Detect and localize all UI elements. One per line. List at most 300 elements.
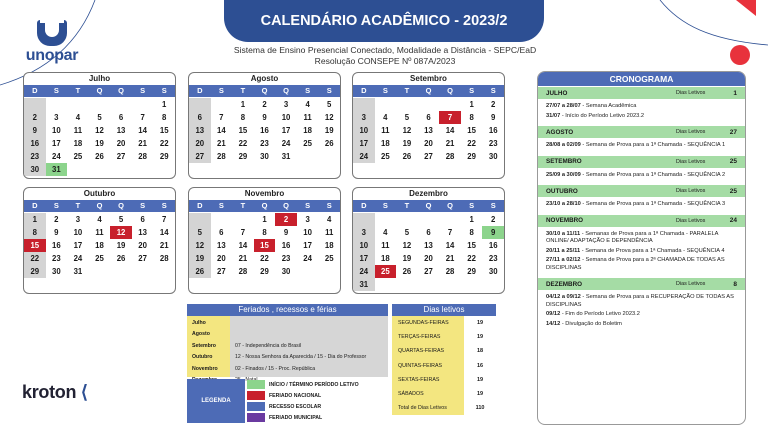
day-cell: 18 (303, 126, 312, 135)
day-cell: 9 (491, 113, 496, 122)
event-date: 27/11 a 02/12 (546, 257, 581, 263)
weekday-label: D (32, 201, 38, 210)
month-calendar-julho (23, 72, 176, 179)
day-cell: 26 (189, 265, 211, 278)
holiday-month: Outubro (192, 354, 213, 361)
empty-day-cell (110, 98, 132, 111)
weekday-label: T (75, 86, 81, 95)
school-days-count: 19 (476, 376, 484, 383)
legend-item (247, 412, 388, 423)
day-cell: 7 (140, 113, 145, 122)
legend-item (247, 401, 388, 412)
weekday-header (189, 85, 340, 97)
holiday-month: Julho (192, 320, 206, 326)
day-cell: 28 (217, 152, 226, 161)
event-date: 23/10 a 28/10 (546, 201, 581, 207)
day-cell: 3 (305, 215, 310, 224)
day-cell: 26 (324, 139, 334, 148)
holiday-description (230, 318, 388, 329)
holidays-months (187, 316, 230, 377)
school-days-label: Dias Letivos (676, 281, 706, 287)
empty-day-cell (375, 213, 397, 226)
day-cell: 27 (138, 254, 147, 263)
school-days-count: 24 (729, 217, 737, 224)
cronograma-month-header (538, 215, 745, 227)
day-cell: 15 (467, 126, 476, 135)
day-cell: 29 (467, 152, 476, 161)
day-cell: 14 (445, 126, 455, 135)
holiday-description: 07 - Independência do Brasil (235, 342, 302, 349)
day-cell: 16 (24, 137, 46, 150)
weekday-label: Q (425, 201, 432, 210)
empty-day-cell (418, 213, 440, 226)
day-cell: 25 (324, 254, 334, 263)
weekday-header (353, 85, 504, 97)
day-cell: 20 (138, 241, 147, 250)
day-cell: 16 (52, 241, 61, 250)
empty-day-cell (189, 98, 211, 111)
empty-day-cell (396, 213, 418, 226)
day-cell: 13 (138, 228, 147, 237)
day-cell: 27 (217, 267, 226, 276)
day-cell: 15 (159, 126, 169, 135)
corner-decoration-right (640, 0, 768, 80)
day-cell: 19 (189, 252, 211, 265)
day-grid (189, 213, 340, 278)
weekday-label: D (197, 201, 203, 210)
day-cell: 5 (118, 215, 124, 224)
day-cell: 6 (140, 215, 145, 224)
day-cell: 18 (381, 139, 390, 148)
event-text: - Fim do Período Letivo 2023.2 (560, 311, 640, 317)
day-cell: 15 (24, 239, 46, 252)
weekday-header (24, 85, 175, 97)
school-days-label: Dias Letivos (676, 217, 706, 224)
holidays-title: Feriados , recessos e férias (187, 304, 388, 316)
day-cell: 1 (240, 100, 246, 109)
day-cell: 13 (217, 241, 226, 250)
day-cell: 19 (324, 126, 334, 135)
event-date: 14/12 (546, 320, 561, 327)
weekday-name: SÁBADOS (392, 387, 464, 401)
day-cell: 19 (402, 139, 412, 148)
weekday-label: D (361, 86, 367, 95)
day-cell: 4 (383, 228, 388, 237)
day-cell: 16 (260, 126, 269, 135)
month-calendar-setembro (352, 72, 505, 179)
school-days-row (392, 316, 496, 330)
empty-day-cell (418, 98, 440, 111)
day-cell: 4 (97, 215, 102, 224)
kroton-logo (22, 382, 88, 403)
weekday-label: Q (96, 201, 103, 210)
school-days-count: 19 (476, 390, 484, 397)
event-date: 27/07 a 28/07 (546, 103, 581, 109)
day-cell: 5 (189, 226, 211, 239)
day-cell: 14 (445, 241, 455, 250)
unopar-logo (20, 20, 84, 65)
legend-label: RECESSO ESCOLAR (269, 403, 322, 410)
holidays-descriptions (230, 316, 388, 377)
cronograma-events (538, 168, 745, 185)
month-name: Julho (88, 74, 111, 83)
day-cell: 8 (24, 226, 46, 239)
weekday-name: SEGUNDAS-FEIRAS (392, 316, 464, 330)
day-cell: 28 (238, 267, 248, 276)
month-name: Dezembro (409, 189, 448, 198)
day-cell: 5 (327, 100, 332, 109)
day-cell: 26 (402, 152, 412, 161)
weekday-label: S (382, 86, 388, 95)
day-cell: 28 (445, 267, 455, 276)
day-cell: 3 (283, 100, 289, 109)
day-cell: 17 (353, 137, 375, 150)
empty-day-cell (189, 213, 211, 226)
day-cell: 22 (24, 252, 46, 265)
day-cell: 6 (189, 111, 211, 124)
weekday-label: T (75, 201, 81, 210)
day-cell: 23 (52, 254, 61, 263)
day-cell: 29 (260, 267, 269, 276)
school-days-row (392, 387, 496, 401)
day-cell: 11 (95, 228, 104, 237)
day-cell: 27 (189, 150, 211, 163)
empty-day-cell (67, 98, 89, 111)
weekday-label: T (404, 86, 410, 95)
day-cell: 9 (24, 124, 46, 137)
day-cell: 12 (402, 126, 412, 135)
day-cell: 13 (424, 126, 433, 135)
day-cell: 3 (75, 215, 81, 224)
empty-day-cell (375, 98, 397, 111)
weekday-label: T (404, 201, 410, 210)
cronograma-event (538, 293, 745, 310)
cronograma-events (538, 227, 745, 278)
day-cell: 14 (138, 126, 147, 135)
school-days-label: Dias Letivos (676, 129, 706, 135)
event-date: 30/10 a 11/11 (546, 230, 581, 237)
day-cell: 8 (240, 113, 246, 122)
empty-day-cell (132, 98, 154, 111)
day-cell: 20 (217, 254, 226, 263)
day-cell: 16 (488, 241, 498, 250)
cronograma-events (538, 138, 745, 155)
day-grid (353, 98, 504, 163)
cronograma-event (538, 112, 745, 122)
day-cell: 25 (95, 254, 104, 263)
day-cell: 26 (116, 254, 126, 263)
event-date: 31/07 (546, 112, 561, 119)
cronograma-month-header (538, 278, 745, 290)
day-cell: 23 (24, 150, 46, 163)
day-cell: 25 (73, 152, 83, 161)
day-cell: 18 (73, 139, 83, 148)
day-cell: 14 (238, 241, 248, 250)
weekday-header (24, 200, 175, 212)
cronograma-month: DEZEMBRO (546, 280, 583, 288)
weekday-label: D (197, 86, 203, 95)
kroton-mark-icon: ⟨ (76, 382, 88, 402)
day-cell: 16 (488, 126, 498, 135)
day-cell: 9 (283, 228, 289, 237)
weekday-label: Q (283, 201, 289, 210)
day-cell: 27 (116, 152, 126, 161)
empty-day-cell (89, 98, 111, 111)
cronograma-panel (537, 71, 746, 425)
day-cell: 22 (467, 139, 476, 148)
day-cell: 6 (219, 228, 224, 237)
event-text: - Semana de Prova para a 1ª Chamada - SEQUÊNCIA 2 (580, 171, 726, 178)
weekday-header (189, 200, 340, 212)
day-cell: 10 (353, 124, 375, 137)
month-name: Agosto (250, 74, 279, 83)
day-cell: 2 (54, 215, 59, 224)
weekday-label: S (382, 201, 388, 210)
weekday-label: Q (96, 86, 103, 95)
day-cell: 19 (402, 254, 412, 263)
day-cell: 5 (404, 113, 410, 122)
cronograma-event (538, 200, 745, 210)
legend-label: FERIADO MUNICIPAL (269, 414, 323, 421)
school-days-row (392, 373, 496, 387)
day-cell: 1 (469, 100, 474, 109)
weekday-label: S (305, 86, 311, 95)
empty-day-cell (211, 98, 233, 111)
day-cell: 11 (325, 228, 334, 237)
weekday-header (353, 200, 504, 212)
day-cell: 10 (281, 113, 291, 122)
day-cell: 7 (219, 113, 224, 122)
weekday-label: Q (261, 86, 268, 95)
event-text: - Semana Acadêmica (580, 103, 637, 109)
weekday-label: S (490, 86, 496, 95)
school-days-count: 25 (729, 187, 737, 195)
holiday-description: 02 - Finados / 15 - Proc. República (235, 365, 316, 372)
day-cell: 21 (217, 139, 226, 148)
day-cell: 12 (402, 241, 412, 250)
day-cell: 24 (281, 139, 291, 148)
cronograma-month: OUTUBRO (546, 187, 578, 195)
day-grid (24, 98, 175, 176)
day-cell: 31 (353, 278, 375, 291)
day-cell: 26 (95, 152, 104, 161)
day-cell: 18 (381, 254, 390, 263)
day-cell: 22 (260, 254, 269, 263)
cronograma-month-header (538, 87, 745, 99)
cronograma-events (538, 290, 745, 333)
empty-day-cell (353, 98, 375, 111)
unopar-u-mark (37, 20, 67, 46)
event-date: 25/09 a 30/09 (546, 171, 581, 178)
day-cell: 17 (52, 139, 61, 148)
day-cell: 4 (75, 113, 81, 122)
weekday-label: S (161, 201, 167, 210)
weekday-label: S (140, 86, 146, 95)
day-cell: 16 (281, 241, 291, 250)
school-days-count: 25 (729, 158, 737, 165)
month-calendar-agosto (188, 72, 341, 179)
weekday-label: D (32, 86, 38, 95)
day-cell: 6 (426, 228, 431, 237)
weekday-label: Q (447, 86, 453, 95)
day-cell: 30 (24, 163, 46, 176)
weekday-label: S (161, 86, 167, 95)
cronograma-event (538, 320, 745, 330)
cronograma-event (538, 171, 745, 181)
day-cell: 24 (353, 265, 375, 278)
cronograma-month-header (538, 185, 745, 197)
weekday-label: S (140, 201, 146, 210)
page-subtitle: Sistema de Ensino Presencial Conectado, Modalidade a Distância - SEPC/EaD (233, 45, 537, 55)
day-cell: 18 (95, 241, 104, 250)
school-days-label: Dias Letivos (676, 158, 706, 165)
day-cell: 30 (488, 152, 498, 161)
day-cell: 3 (353, 111, 375, 124)
weekday-label: S (218, 86, 224, 95)
weekday-label: D (361, 201, 367, 210)
day-cell: 10 (52, 126, 61, 135)
day-cell: 24 (73, 254, 83, 263)
holiday-description (230, 329, 388, 340)
legend-title: LEGENDA (187, 379, 245, 423)
day-cell: 21 (445, 139, 455, 148)
day-cell: 2 (491, 215, 496, 224)
day-cell: 14 (217, 126, 226, 135)
school-days-row (392, 401, 496, 415)
day-cell: 31 (46, 163, 68, 176)
weekday-name: SEXTAS-FEIRAS (392, 373, 464, 387)
day-cell: 8 (162, 113, 167, 122)
day-grid (189, 98, 340, 163)
school-days-count: 16 (476, 362, 484, 369)
weekday-label: S (305, 201, 311, 210)
day-cell: 12 (95, 126, 104, 135)
school-days-table (392, 304, 496, 415)
day-cell: 1 (162, 100, 167, 109)
day-cell: 28 (138, 152, 147, 161)
day-cell: 28 (159, 254, 169, 263)
month-calendar-dezembro (352, 187, 505, 294)
legend-swatch (247, 380, 265, 389)
day-cell: 12 (324, 113, 334, 122)
day-cell: 1 (469, 215, 474, 224)
day-cell: 8 (262, 228, 267, 237)
day-cell: 24 (52, 152, 61, 161)
day-cell: 15 (254, 239, 276, 252)
event-text: - Semana de Prova para a 1ª Chamada - SEQUÊNCIA 3 (580, 201, 726, 207)
day-cell: 22 (159, 139, 169, 148)
day-cell: 8 (469, 228, 474, 237)
event-text: - Semanas de Prova para a 1ª Chamada - PARALELA ONLINE/ ADAPTAÇÃO E DEPENDÊNCIA (546, 230, 719, 244)
holiday-description: 12 - Nossa Senhora da Aparecida / 15 - Dia do Professor (235, 354, 367, 361)
day-cell: 10 (353, 239, 375, 252)
day-cell: 27 (424, 152, 433, 161)
day-cell: 9 (54, 228, 59, 237)
day-cell: 1 (262, 215, 267, 224)
legend-item (247, 390, 388, 401)
day-cell: 24 (303, 254, 312, 263)
school-days-count: 19 (476, 334, 484, 341)
school-days-count: 18 (476, 348, 484, 355)
day-cell: 7 (439, 111, 461, 124)
cronograma-events (538, 197, 745, 214)
weekday-label: S (326, 201, 332, 210)
day-cell: 11 (381, 126, 390, 135)
event-text: - Semana de Prova para a 1ª Chamada - SEQUÊNCIA 1 (580, 142, 726, 148)
day-cell: 11 (303, 113, 312, 122)
day-cell: 26 (402, 267, 412, 276)
day-cell: 22 (467, 254, 476, 263)
day-cell: 2 (275, 213, 297, 226)
cronograma-month-header (538, 126, 745, 138)
school-days-count: 110 (475, 405, 485, 412)
kroton-wordmark: kroton (22, 382, 77, 402)
day-cell: 10 (73, 228, 83, 237)
day-cell: 23 (488, 139, 498, 148)
event-date: 20/11 a 25/11 (546, 247, 581, 254)
school-days-count: 27 (729, 128, 737, 136)
cronograma-month: AGOSTO (546, 128, 574, 136)
school-days-count: 8 (733, 280, 737, 288)
event-text: - Semana de Prova para a RECUPERAÇÃO DE TODAS AS DISCIPLINAS (546, 294, 734, 308)
event-date: 09/12 (546, 311, 561, 317)
day-cell: 20 (116, 139, 126, 148)
cronograma-event (538, 102, 745, 112)
empty-day-cell (211, 213, 233, 226)
weekday-label: Q (118, 201, 124, 210)
empty-day-cell (353, 213, 375, 226)
empty-day-cell (24, 98, 46, 111)
day-cell: 28 (445, 152, 455, 161)
day-cell: 17 (353, 252, 375, 265)
day-cell: 25 (375, 265, 397, 278)
day-cell: 7 (240, 228, 246, 237)
school-days-count: 1 (733, 89, 737, 97)
day-cell: 24 (353, 150, 375, 163)
day-cell: 22 (238, 139, 248, 148)
holiday-month: Setembro (192, 342, 216, 349)
day-cell: 12 (189, 239, 211, 252)
day-cell: 29 (24, 265, 46, 278)
legend-swatch (247, 402, 265, 411)
cronograma-events (538, 99, 745, 125)
day-cell: 13 (189, 124, 211, 137)
school-days-label: Dias Letivos (676, 188, 706, 194)
day-cell: 2 (24, 111, 46, 124)
weekday-label: S (469, 86, 475, 95)
day-cell: 17 (303, 241, 312, 250)
school-days-title: Dias letivos (392, 304, 496, 316)
event-date: 28/08 a 02/09 (546, 142, 581, 148)
holiday-month: Agosto (192, 331, 210, 338)
empty-day-cell (232, 213, 254, 226)
day-cell: 21 (159, 241, 169, 250)
day-cell: 15 (238, 126, 248, 135)
day-cell: 2 (262, 100, 267, 109)
day-cell: 3 (54, 113, 59, 122)
cronograma-month: JULHO (546, 89, 568, 97)
school-days-row (392, 359, 496, 373)
event-date: 04/12 a 09/12 (546, 294, 581, 300)
day-cell: 20 (189, 137, 211, 150)
month-name: Outubro (83, 189, 116, 198)
empty-day-cell (46, 98, 68, 111)
cronograma-event (538, 230, 745, 247)
cronograma-event (538, 310, 745, 320)
weekday-label: S (53, 201, 59, 210)
day-cell: 23 (260, 139, 269, 148)
holiday-month: Novembro (192, 365, 218, 372)
